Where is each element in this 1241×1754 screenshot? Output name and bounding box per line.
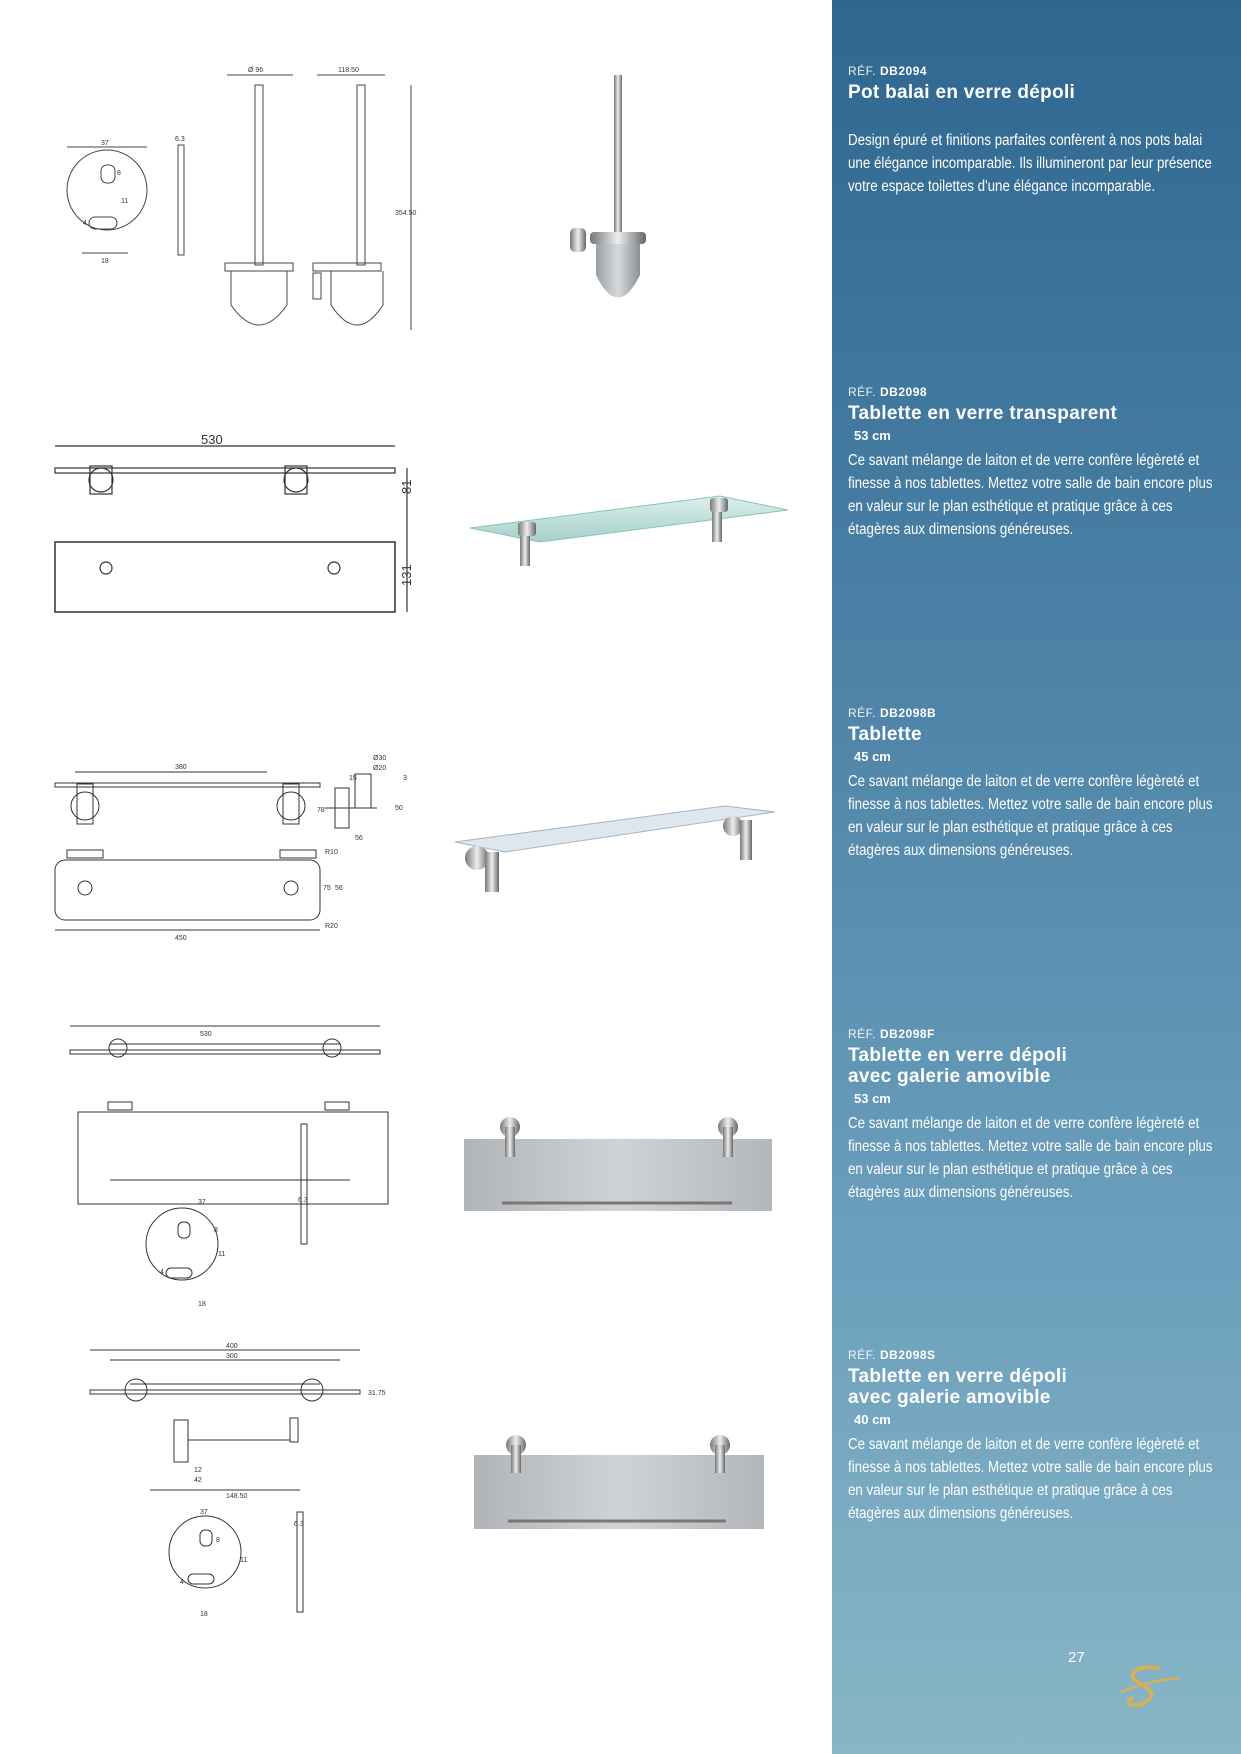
product-db2098b (848, 706, 1228, 862)
dim-label: 380 (175, 764, 187, 771)
dim-label: 450 (175, 935, 187, 942)
ref-prefix: RÉF. (848, 64, 877, 78)
product-db2094 (848, 64, 1228, 198)
product-description: Ce savant mélange de laiton et de verre confère légèreté et finesse à nos tablettes. Mettez votre salle de bain encore plus en valeur sur le plan esthétique et pratique grâce à ces étagères aux dimensions généreuses. (848, 1115, 1213, 1201)
dim-label: 42 (194, 1477, 202, 1484)
product-description: Ce savant mélange de laiton et de verre confère légèreté et finesse à nos tablettes. Mettez votre salle de bain encore plus en valeur sur le plan esthétique et pratique grâce à ces étagères aux dimensions généreuses. (848, 452, 1213, 538)
product-title: Tablette en verre dépoli avec galerie amovible (848, 1366, 1068, 1408)
product-db2098f (848, 1027, 1213, 1204)
dim-label: 56 (335, 885, 343, 892)
dim-label: 530 (200, 1031, 212, 1038)
product-ref (848, 706, 1228, 720)
product-photo-frosted-shelf-40 (470, 1435, 770, 1545)
technical-drawing-frosted-shelf-400 (90, 1340, 390, 1630)
dim-label: 11 (240, 1557, 248, 1564)
dim-label: 8 (117, 170, 121, 177)
dim-label: 12 (194, 1467, 202, 1474)
dim-label: 400 (226, 1343, 238, 1350)
ref-code: DB2098F (880, 1027, 935, 1041)
dim-label: 78 (317, 807, 325, 814)
dim-label: 4 (180, 1579, 184, 1586)
technical-drawing-frosted-shelf-530 (70, 1022, 400, 1312)
ref-prefix: RÉF. (848, 706, 877, 720)
dim-label: Ø30 (373, 755, 387, 762)
dim-label: 300 (226, 1353, 238, 1360)
dim-label: 37 (200, 1509, 208, 1516)
dim-label: 31.75 (368, 1390, 386, 1397)
dim-label: 118.50 (338, 67, 359, 74)
dim-label: 11 (121, 198, 129, 205)
dim-label: 56 (355, 835, 363, 842)
dim-label: 50 (395, 805, 403, 812)
dim-label: R20 (325, 923, 338, 930)
dim-label: 15 (349, 775, 357, 782)
ref-prefix: RÉF. (848, 385, 877, 399)
ref-code: DB2098 (880, 385, 928, 399)
ref-prefix: RÉF. (848, 1348, 877, 1362)
dim-label: 11 (218, 1251, 226, 1258)
product-title: Tablette en verre dépoli avec galerie amovible (848, 1045, 1068, 1087)
technical-drawing-shelf-530 (55, 432, 415, 617)
product-description: Design épuré et finitions parfaites confèrent à nos pots balai une élégance incomparable. Ils illumineront par leur présence votre espace toilettes d'une élégance incomparable. (848, 132, 1212, 195)
product-description: Ce savant mélange de laiton et de verre confère légèreté et finesse à nos tablettes. Mettez votre salle de bain encore plus en valeur sur le plan esthétique et pratique grâce à ces étagères aux dimensions généreuses. (848, 1436, 1213, 1522)
ref-code: DB2094 (880, 64, 928, 78)
product-ref (848, 64, 1228, 78)
technical-drawing-toilet-brush (55, 65, 415, 345)
dim-label: 37 (198, 1199, 206, 1206)
dim-label: 6.3 (294, 1521, 304, 1528)
product-photo-shelf-45 (455, 800, 785, 900)
dim-label: 354.50 (395, 210, 417, 217)
dim-label: R10 (325, 849, 338, 856)
product-size: 53 cm (854, 1091, 891, 1106)
technical-drawing-shelf-450 (55, 750, 415, 942)
dim-label: Ø20 (373, 765, 387, 772)
product-description: Ce savant mélange de laiton et de verre confère légèreté et finesse à nos tablettes. Mettez votre salle de bain encore plus en valeur sur le plan esthétique et pratique grâce à ces étagères aux dimensions généreuses. (848, 773, 1213, 859)
product-size: 45 cm (854, 749, 891, 764)
dim-label: 148.50 (226, 1493, 248, 1500)
dim-label: 131 (399, 564, 414, 586)
product-photo-frosted-shelf-53 (460, 1115, 775, 1225)
brand-logo-icon (1118, 1662, 1182, 1712)
dim-label: 18 (101, 258, 109, 265)
page-number: 27 (1068, 1649, 1085, 1666)
product-title: Pot balai en verre dépoli (848, 82, 1076, 103)
dim-label: 8 (214, 1227, 218, 1234)
ref-code: DB2098B (880, 706, 937, 720)
product-ref (848, 385, 1228, 399)
dim-label: 18 (198, 1301, 206, 1308)
dim-label: 37 (101, 140, 109, 147)
dim-label: Ø 96 (248, 67, 264, 74)
dim-label: 6.3 (298, 1197, 308, 1204)
product-title: Tablette en verre transparent (848, 403, 1118, 424)
product-size: 53 cm (854, 428, 891, 443)
dim-label: 81 (399, 479, 414, 494)
product-ref (848, 1027, 1108, 1041)
dim-label: 4 (160, 1269, 164, 1276)
ref-prefix: RÉF. (848, 1027, 877, 1041)
product-title: Tablette (848, 724, 922, 745)
product-size: 40 cm (854, 1412, 891, 1427)
product-photo-clear-shelf (470, 490, 790, 580)
dim-label: 4 (83, 220, 87, 227)
dim-label: 8 (216, 1537, 220, 1544)
product-db2098s (848, 1348, 1213, 1525)
dim-label: 3 (403, 775, 407, 782)
product-db2098 (848, 385, 1228, 541)
dim-label: 530 (201, 432, 223, 447)
dim-label: 6.3 (175, 136, 185, 143)
ref-code: DB2098S (880, 1348, 936, 1362)
product-ref (848, 1348, 1108, 1362)
dim-label: 75 (323, 885, 331, 892)
product-photo-toilet-brush (560, 70, 670, 330)
dim-label: 18 (200, 1611, 208, 1618)
